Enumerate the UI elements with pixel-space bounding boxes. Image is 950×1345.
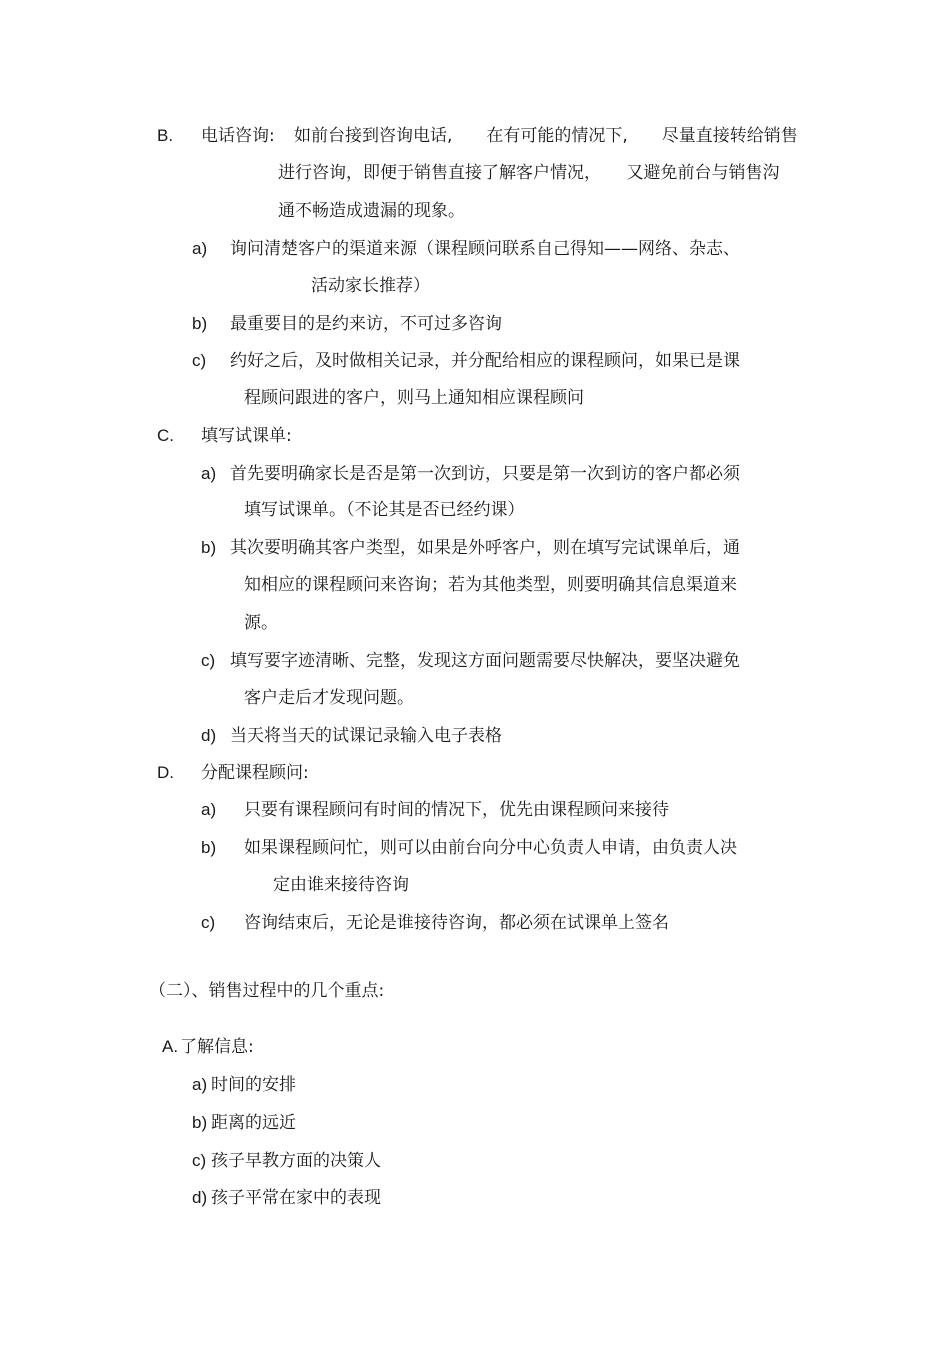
- list-item-text: 询问清楚客户的渠道来源（课程顾问联系自己得知——网络、杂志、: [230, 239, 740, 259]
- list-item-text-cont: 知相应的课程顾问来咨询；若为其他类型，则要明确其信息渠道来: [244, 575, 737, 595]
- section-d-title: 分配课程顾问:: [201, 763, 309, 783]
- section-b-text-line2: 进行咨询，即便于销售直接了解客户情况， 又避免前台与销售沟: [278, 163, 780, 183]
- list-item-text-cont: 填写试课单。（不论其是否已经约课）: [244, 500, 525, 520]
- list-item-label: c): [201, 913, 216, 932]
- section-b-label: B.: [157, 126, 174, 145]
- list-item-text: 孩子早教方面的决策人: [211, 1151, 381, 1171]
- list-item-label: b): [192, 314, 208, 333]
- section-b-title: 电话咨询:: [201, 126, 275, 146]
- list-item-label: d): [201, 726, 217, 745]
- section-c-title: 填写试课单:: [201, 426, 292, 446]
- part-two-heading: （二）、销售过程中的几个重点:: [149, 981, 385, 1001]
- list-item-label: b): [201, 538, 217, 557]
- list-item-label: c): [201, 651, 216, 670]
- list-item-text: 填写要字迹清晰、完整，发现这方面问题需要尽快解决，要坚决避免: [230, 651, 740, 671]
- sub-a-label: A.: [162, 1037, 179, 1056]
- list-item-text: 咨询结束后，无论是谁接待咨询，都必须在试课单上签名: [244, 913, 669, 933]
- list-item-label: b): [201, 838, 217, 857]
- list-item-label: b): [192, 1113, 208, 1132]
- list-item-text-cont: 源。: [244, 613, 278, 633]
- list-item-text: 当天将当天的试课记录输入电子表格: [230, 726, 502, 746]
- list-item-text: 时间的安排: [211, 1075, 296, 1095]
- section-d-label: D.: [157, 763, 174, 782]
- list-item-text-cont: 活动家长推荐）: [311, 276, 430, 296]
- sub-a-title: 了解信息:: [180, 1037, 254, 1057]
- section-b-text-line1: 如前台接到咨询电话, 在有可能的情况下, 尽量直接转给销售: [294, 126, 798, 146]
- list-item-label: a): [192, 239, 208, 258]
- list-item-label: a): [201, 464, 217, 483]
- list-item-text: 如果课程顾问忙，则可以由前台向分中心负责人申请，由负责人决: [244, 838, 737, 858]
- list-item-text: 其次要明确其客户类型，如果是外呼客户，则在填写完试课单后，通: [230, 538, 740, 558]
- list-item-text: 首先要明确家长是否是第一次到访，只要是第一次到访的客户都必须: [230, 464, 740, 484]
- list-item-label: c): [192, 1151, 207, 1170]
- list-item-text: 最重要目的是约来访，不可过多咨询: [230, 314, 502, 334]
- list-item-label: a): [192, 1075, 208, 1094]
- list-item-text-cont: 客户走后才发现问题。: [244, 688, 414, 708]
- list-item-text-cont: 定由谁来接待咨询: [273, 875, 409, 895]
- section-c-label: C.: [157, 426, 174, 445]
- list-item-text-cont: 程顾问跟进的客户，则马上通知相应课程顾问: [244, 388, 584, 408]
- list-item-text: 约好之后，及时做相关记录，并分配给相应的课程顾问，如果已是课: [230, 351, 740, 371]
- section-b-text-line3: 通不畅造成遗漏的现象。: [278, 201, 465, 221]
- list-item-text: 距离的远近: [211, 1113, 296, 1133]
- list-item-label: a): [201, 800, 217, 819]
- list-item-text: 孩子平常在家中的表现: [211, 1188, 381, 1208]
- list-item-label: c): [192, 351, 207, 370]
- list-item-label: d): [192, 1188, 208, 1207]
- list-item-text: 只要有课程顾问有时间的情况下，优先由课程顾问来接待: [244, 800, 669, 820]
